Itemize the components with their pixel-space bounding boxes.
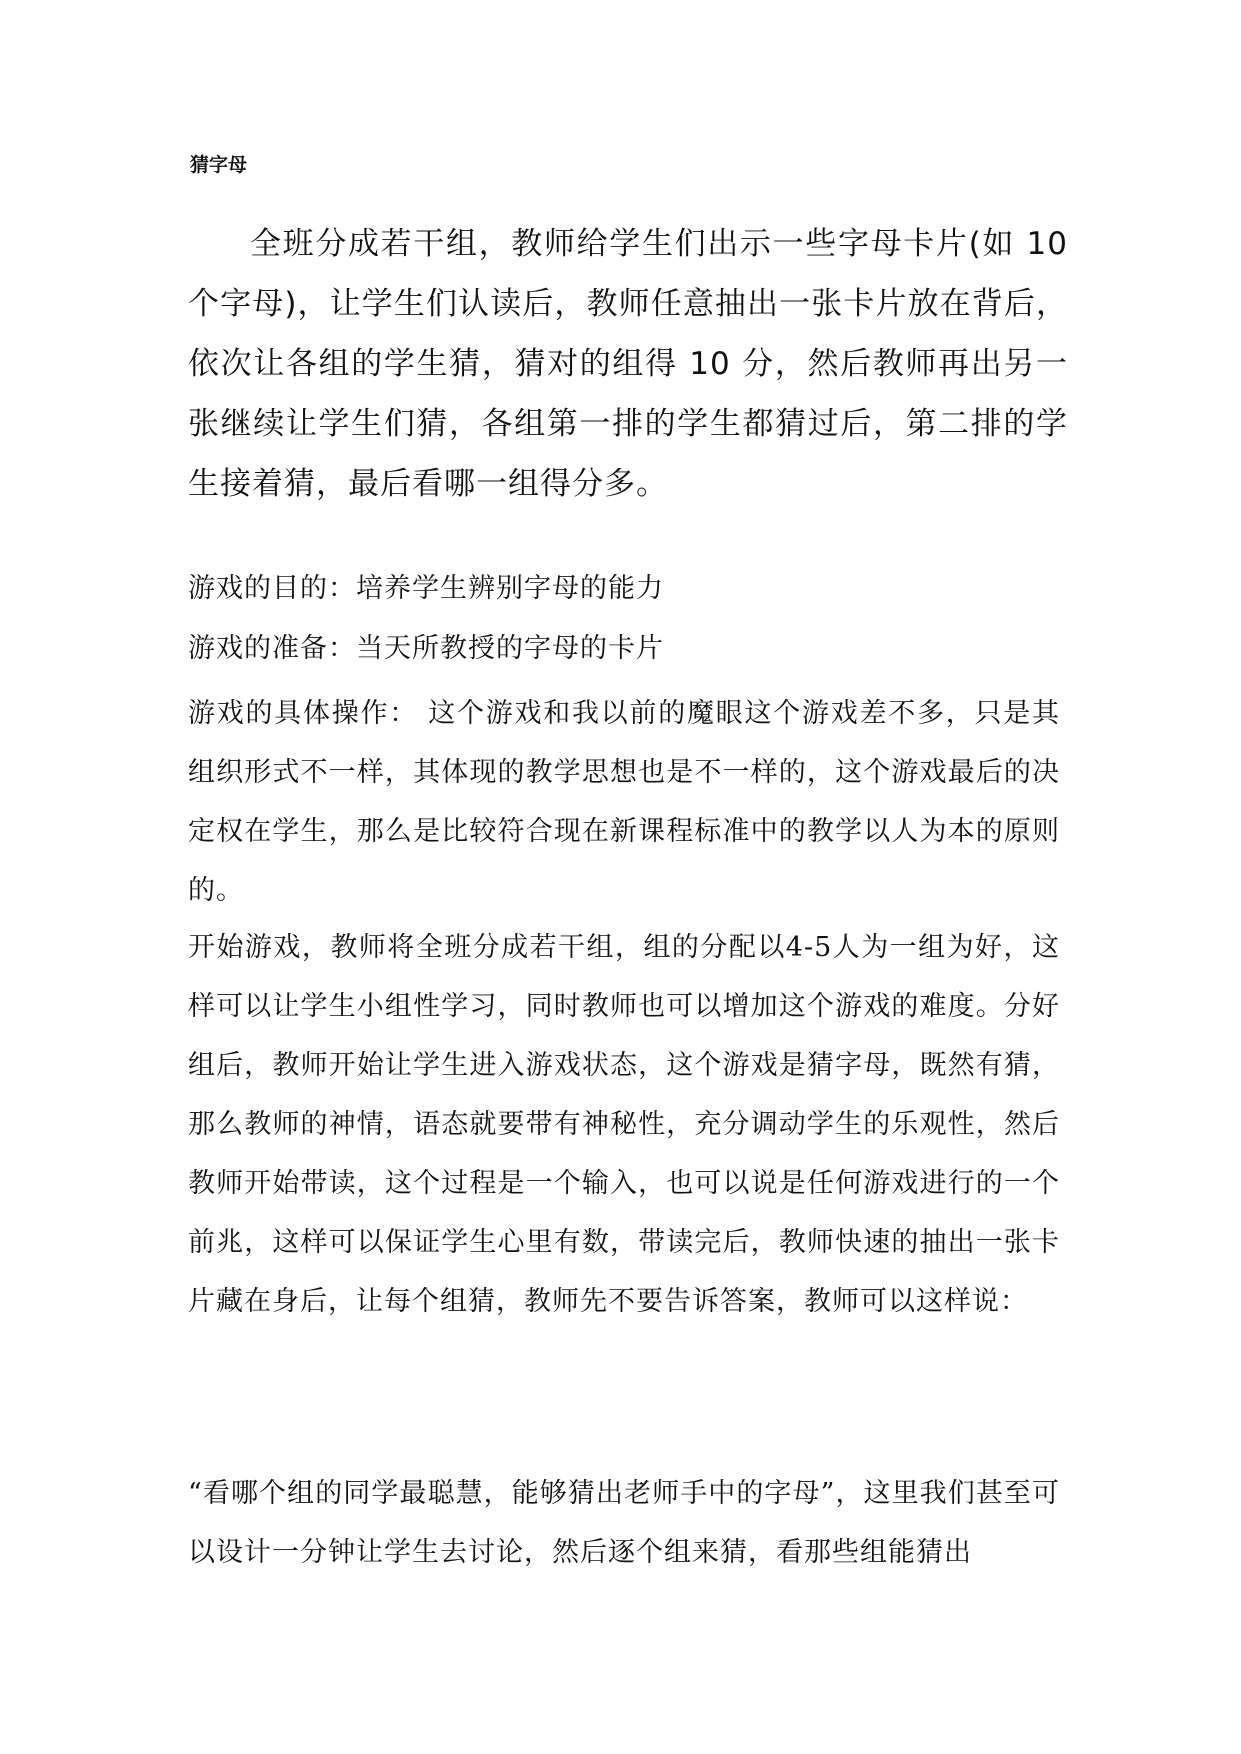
quote-paragraph: “看哪个组的同学最聪慧，能够猜出老师手中的字母”，这里我们甚至可以设计一分钟让学生去讨论，然后逐个组来猜，看那些组能猜出 [188, 1478, 1060, 1568]
game-preparation-line: 游戏的准备：当天所教授的字母的卡片 [188, 633, 664, 664]
document-title: 猜字母 [190, 154, 248, 176]
game-start-paragraph: 开始游戏，教师将全班分成若干组，组的分配以4-5人为一组为好，这样可以让学生小组性学习，同时教师也可以增加这个游戏的难度。分好组后，教师开始让学生进入游戏状态，这个游戏是猜字母，既然有猜，那么教师的神情，语态就要带有神秘性，充分调动学生的乐观性，然后教师开始带读，这个过程是一个输入，也可以说是任何游戏进行的一个前兆，这样可以保证学生心里有数，带读完后，教师快速的抽出一张卡片藏在身后，让每个组猜，教师先不要告诉答案，教师可以这样说： [188, 932, 1060, 1317]
intro-paragraph: 全班分成若干组，教师给学生们出示一些字母卡片(如 10 个字母)，让学生们认读后，教师任意抽出一张卡片放在背后，依次让各组的学生猜，猜对的组得 10 分，然后教师再出另一张继续让学生们猜，各组第一排的学生都猜过后，第二排的学生接着猜，最后看哪一组得分多。 [188, 226, 1068, 502]
game-operation-paragraph: 游戏的具体操作： 这个游戏和我以前的魔眼这个游戏差不多，只是其组织形式不一样，其体现的教学思想也是不一样的，这个游戏最后的决定权在学生，那么是比较符合现在新课程标准中的教学以人为本的原则的。 [188, 698, 1060, 906]
game-goal-line: 游戏的目的：培养学生辨别字母的能力 [188, 573, 664, 604]
